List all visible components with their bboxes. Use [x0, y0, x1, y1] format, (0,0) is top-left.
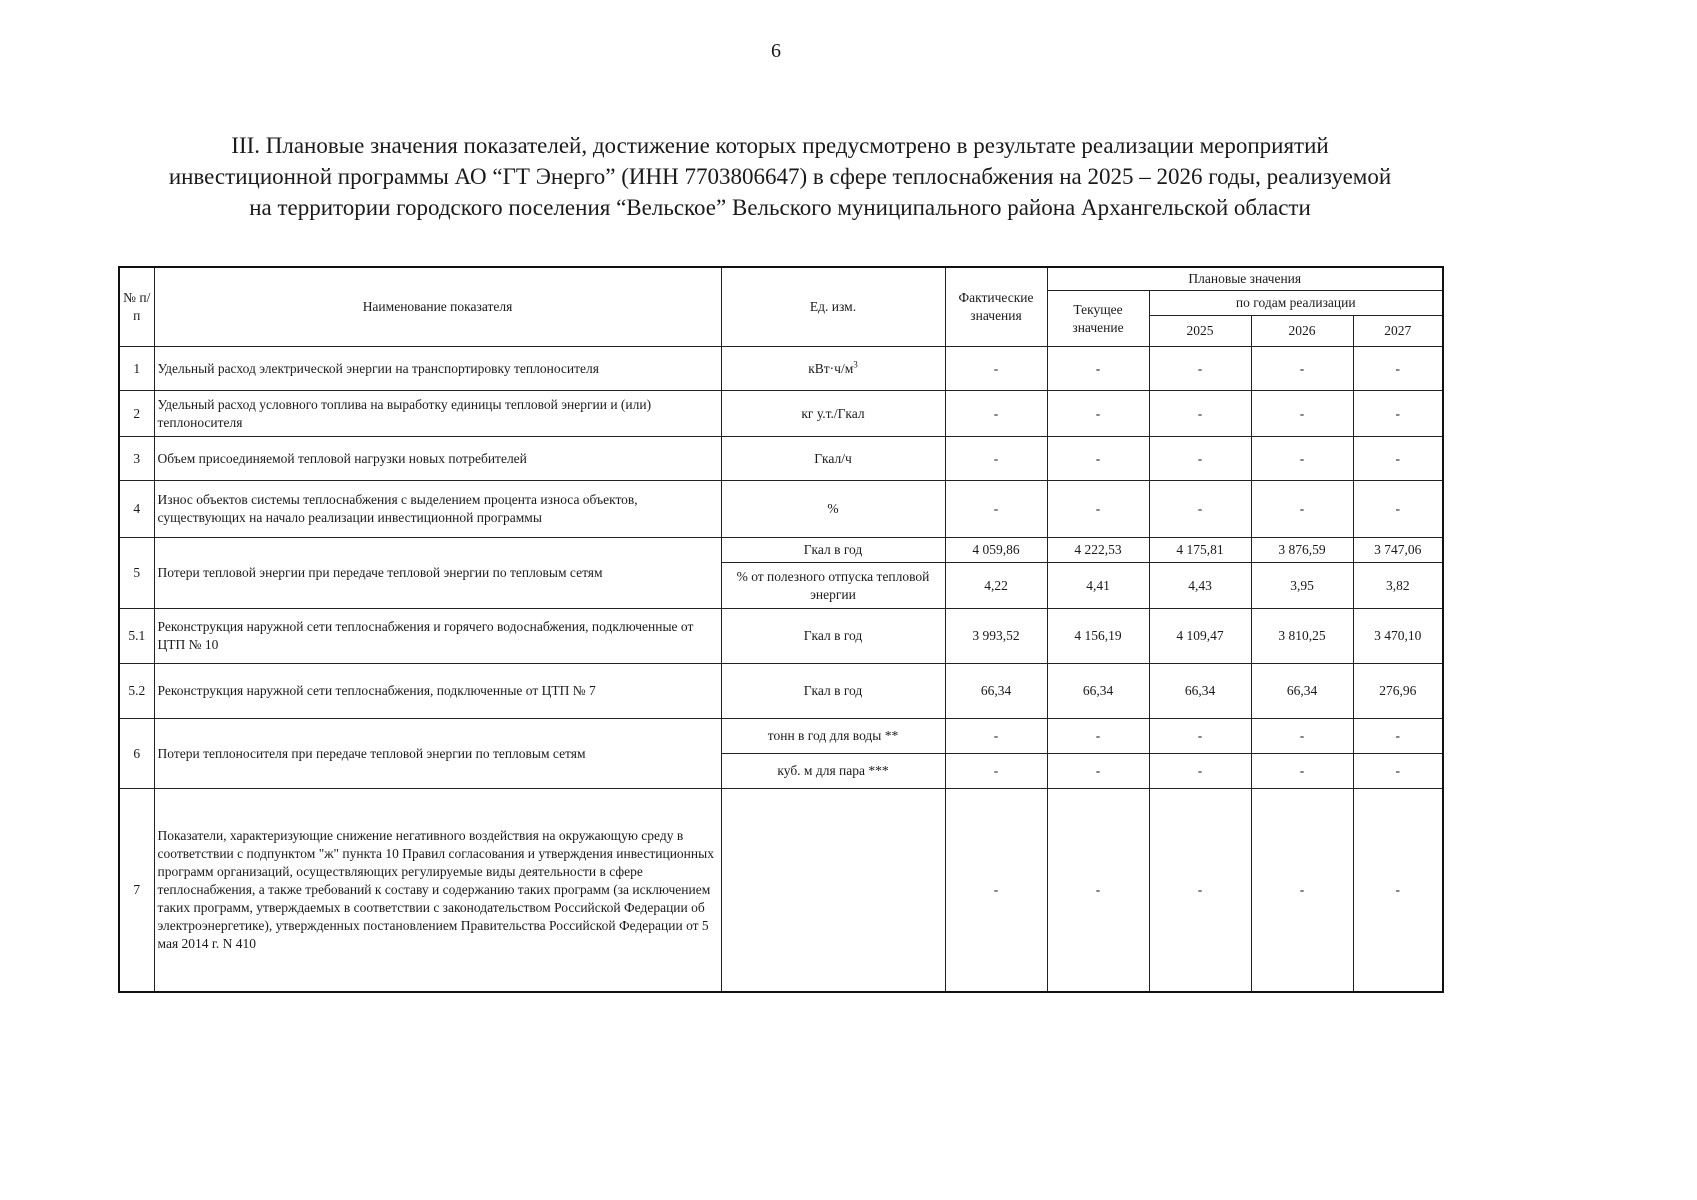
- value-2027: -: [1353, 481, 1443, 538]
- value-2025: -: [1149, 391, 1251, 437]
- value-current: 4,41: [1047, 563, 1149, 609]
- value-2027: -: [1353, 719, 1443, 754]
- value-actual: -: [945, 347, 1047, 391]
- value-actual: -: [945, 391, 1047, 437]
- value-2026: -: [1251, 719, 1353, 754]
- value-2025: 4 175,81: [1149, 538, 1251, 563]
- row-unit: тонн в год для воды **: [721, 719, 945, 754]
- value-current: 4 222,53: [1047, 538, 1149, 563]
- row-name: Удельный расход электрической энергии на транспортировку теплоносителя: [154, 347, 721, 391]
- value-2027: -: [1353, 789, 1443, 992]
- row-name: Показатели, характеризующие снижение негативного воздействия на окружающую среду в соответствии с подпунктом "ж" пункта 10 Правил согласования и утверждения инвестиционных программ организаций, осуществляющих регулируемые виды деятельности в сфере теплоснабжения, а также требований к составу и содержанию таких программ (за исключением таких программ, утверждаемых в соответствии с законодательством Российской Федерации об электроэнергетике), утвержденных постановлением Правительства Российской Федерации от 5 мая 2014 г. N 410: [154, 789, 721, 992]
- value-2025: 4 109,47: [1149, 609, 1251, 664]
- row-unit: Гкал в год: [721, 538, 945, 563]
- page-number: 6: [771, 40, 781, 62]
- header-year: 2025: [1149, 316, 1251, 347]
- row-name: Потери теплоносителя при передаче тепловой энергии по тепловым сетям: [154, 719, 721, 789]
- value-actual: 4,22: [945, 563, 1047, 609]
- row-unit: % от полезного отпуска тепловой энергии: [721, 563, 945, 609]
- table-row: [119, 538, 1443, 563]
- value-2026: -: [1251, 391, 1353, 437]
- row-name: Реконструкция наружной сети теплоснабжения, подключенные от ЦТП № 7: [154, 664, 721, 719]
- value-2027: 3 470,10: [1353, 609, 1443, 664]
- row-num: 1: [119, 347, 154, 391]
- row-name: Удельный расход условного топлива на выработку единицы тепловой энергии и (или) теплоносителя: [154, 391, 721, 437]
- table-row: [119, 347, 1443, 391]
- value-2025: -: [1149, 347, 1251, 391]
- table-row: [119, 437, 1443, 481]
- row-num: 2: [119, 391, 154, 437]
- indicators-table: [118, 266, 1444, 993]
- value-2026: -: [1251, 789, 1353, 992]
- header-row: [119, 267, 1443, 291]
- value-current: -: [1047, 719, 1149, 754]
- row-unit: %: [721, 481, 945, 538]
- value-current: -: [1047, 437, 1149, 481]
- value-current: -: [1047, 347, 1149, 391]
- value-2027: 3,82: [1353, 563, 1443, 609]
- header-current: Текущее значение: [1047, 291, 1149, 347]
- value-2027: 276,96: [1353, 664, 1443, 719]
- title-line: III. Плановые значения показателей, достижение которых предусмотрено в результате реализации мероприятий: [231, 133, 1329, 158]
- row-unit: [721, 347, 945, 391]
- row-name: Износ объектов системы теплоснабжения с выделением процента износа объектов, существующих на начало реализации инвестиционной программы: [154, 481, 721, 538]
- table-row: [119, 664, 1443, 719]
- table-row: [119, 481, 1443, 538]
- table-row: [119, 391, 1443, 437]
- value-2026: -: [1251, 481, 1353, 538]
- value-2027: 3 747,06: [1353, 538, 1443, 563]
- value-actual: 4 059,86: [945, 538, 1047, 563]
- value-2026: -: [1251, 754, 1353, 789]
- header-year: 2027: [1353, 316, 1443, 347]
- row-num: 3: [119, 437, 154, 481]
- document-title: [110, 130, 1450, 223]
- row-num: 5: [119, 538, 154, 609]
- title-line: инвестиционной программы АО “ГТ Энерго” (ИНН 7703806647) в сфере теплоснабжения на 2025 – 2026 годы, реализуемой: [168, 164, 1392, 189]
- value-2025: -: [1149, 437, 1251, 481]
- header-by-years: по годам реализации: [1149, 291, 1443, 316]
- value-2025: 66,34: [1149, 664, 1251, 719]
- value-actual: -: [945, 789, 1047, 992]
- row-name: Объем присоединяемой тепловой нагрузки новых потребителей: [154, 437, 721, 481]
- header-planned: Плановые значения: [1047, 267, 1443, 291]
- row-num: 5.1: [119, 609, 154, 664]
- value-2025: -: [1149, 481, 1251, 538]
- header-year: 2026: [1251, 316, 1353, 347]
- value-current: 66,34: [1047, 664, 1149, 719]
- value-2027: -: [1353, 754, 1443, 789]
- row-unit: кг у.т./Гкал: [721, 391, 945, 437]
- row-unit: Гкал в год: [721, 664, 945, 719]
- value-current: -: [1047, 754, 1149, 789]
- value-2026: 3,95: [1251, 563, 1353, 609]
- value-2025: 4,43: [1149, 563, 1251, 609]
- value-2026: 3 876,59: [1251, 538, 1353, 563]
- row-unit: [721, 789, 945, 992]
- header-name: Наименование показателя: [154, 267, 721, 347]
- value-actual: -: [945, 719, 1047, 754]
- value-actual: -: [945, 481, 1047, 538]
- title-line: на территории городского поселения “Вельское” Вельского муниципального района Архангельской области: [249, 195, 1311, 220]
- row-num: 4: [119, 481, 154, 538]
- row-unit: Гкал/ч: [721, 437, 945, 481]
- row-num: 5.2: [119, 664, 154, 719]
- row-num: 7: [119, 789, 154, 992]
- table-row: [119, 609, 1443, 664]
- row-unit: Гкал в год: [721, 609, 945, 664]
- value-2026: 66,34: [1251, 664, 1353, 719]
- header-num: № п/п: [119, 267, 154, 347]
- table-row: [119, 719, 1443, 754]
- value-2025: -: [1149, 754, 1251, 789]
- value-2027: -: [1353, 391, 1443, 437]
- value-2026: 3 810,25: [1251, 609, 1353, 664]
- row-num: 6: [119, 719, 154, 789]
- value-2025: -: [1149, 719, 1251, 754]
- unit-superscript: 3: [853, 359, 858, 369]
- header-unit: Ед. изм.: [721, 267, 945, 347]
- value-2026: -: [1251, 437, 1353, 481]
- value-actual: 66,34: [945, 664, 1047, 719]
- value-current: -: [1047, 789, 1149, 992]
- unit-text: кВт·ч/м: [808, 360, 854, 376]
- value-current: -: [1047, 391, 1149, 437]
- value-2027: -: [1353, 437, 1443, 481]
- row-name: Реконструкция наружной сети теплоснабжения и горячего водоснабжения, подключенные от ЦТП № 10: [154, 609, 721, 664]
- value-actual: -: [945, 754, 1047, 789]
- value-2025: -: [1149, 789, 1251, 992]
- value-actual: 3 993,52: [945, 609, 1047, 664]
- value-2026: -: [1251, 347, 1353, 391]
- row-name: Потери тепловой энергии при передаче тепловой энергии по тепловым сетям: [154, 538, 721, 609]
- header-actual: Фактические значения: [945, 267, 1047, 347]
- table-row: [119, 789, 1443, 992]
- value-actual: -: [945, 437, 1047, 481]
- value-current: -: [1047, 481, 1149, 538]
- value-2027: -: [1353, 347, 1443, 391]
- row-unit: куб. м для пара ***: [721, 754, 945, 789]
- value-current: 4 156,19: [1047, 609, 1149, 664]
